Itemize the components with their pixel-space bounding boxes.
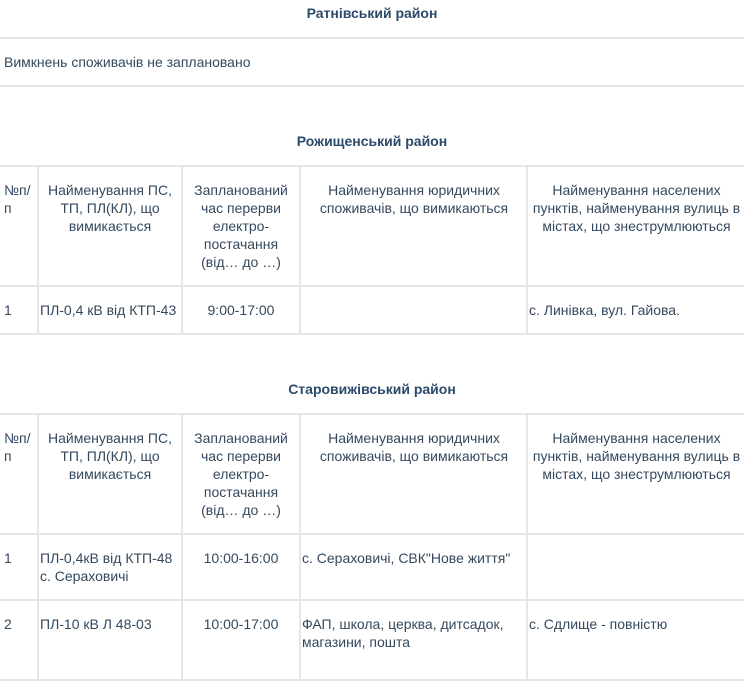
row-num: 1 xyxy=(4,550,12,566)
row-legal: ФАП, школа, церква, дитсадок, магазини, пошта xyxy=(302,616,504,650)
row-time: 9:00-17:00 xyxy=(207,302,275,318)
header-time: Запланований час перерви електро-постачання (від… до …) xyxy=(194,182,288,270)
row-legal: с. Сераховичі, СВК"Нове життя" xyxy=(302,550,511,566)
row-object: ПЛ-0,4кВ від КТП-48 с. Сераховичі xyxy=(40,550,173,584)
header-localities: Найменування населених пунктів, найменування вулиць в містах, що знеструмлюються xyxy=(532,182,741,234)
header-time: Запланований час перерви електро-постачання (від… до …) xyxy=(194,430,288,518)
district-title-ratne: Ратнівський район xyxy=(306,5,438,21)
row-num: 2 xyxy=(4,616,12,632)
row-num: 1 xyxy=(4,302,12,318)
district-title-rozhysche: Рожищенський район xyxy=(296,133,448,149)
header-localities: Найменування населених пунктів, найменування вулиць в містах, що знеструмлюються xyxy=(532,430,741,482)
row-localities: с. Сдлище - повністю xyxy=(529,616,668,632)
divider xyxy=(0,85,744,87)
no-outages-note: Вимкнень споживачів не заплановано xyxy=(4,54,251,70)
row-object: ПЛ-0,4 кВ від КТП-43 xyxy=(40,302,177,318)
header-object: Найменування ПС, ТП, ПЛ(КЛ), що вимикається xyxy=(48,430,172,482)
row-time: 10:00-16:00 xyxy=(203,550,279,566)
row-localities: с. Линівка, вул. Гайова. xyxy=(529,302,680,318)
district-title-starovyzhiv: Старовижівський район xyxy=(288,381,456,397)
header-object: Найменування ПС, ТП, ПЛ(КЛ), що вимикається xyxy=(48,182,172,234)
row-object: ПЛ-10 кВ Л 48-03 xyxy=(40,616,152,632)
header-legal: Найменування юридичних споживачів, що вимикаються xyxy=(319,182,509,216)
header-num: №п/п xyxy=(4,430,31,464)
divider xyxy=(0,37,744,39)
row-time: 10:00-17:00 xyxy=(203,616,279,632)
header-num: №п/п xyxy=(4,182,31,216)
header-legal: Найменування юридичних споживачів, що вимикаються xyxy=(319,430,509,464)
